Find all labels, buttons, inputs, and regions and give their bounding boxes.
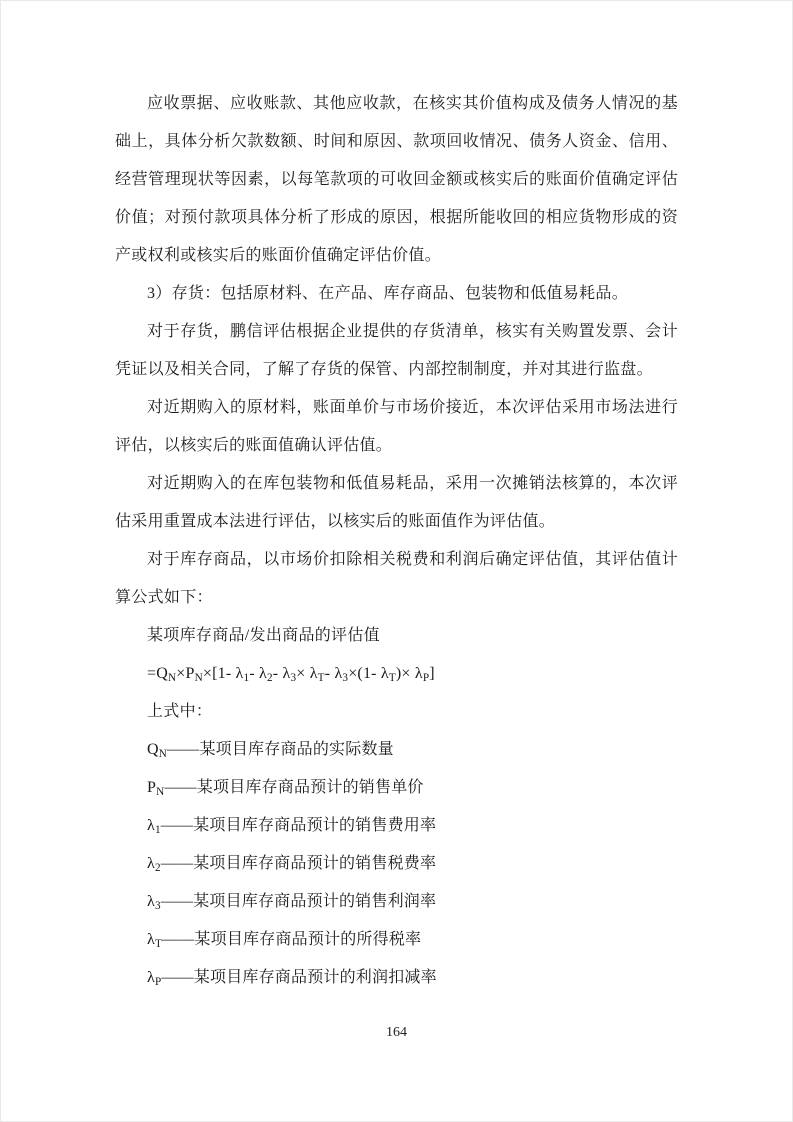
para-packaging-consumables-method: 对近期购入的在库包装物和低值易耗品，采用一次摊销法核算的，本次评估采用重置成本法进行评估，以核实后的账面值作为评估值。 <box>115 475 678 530</box>
symbol-definition-lambdaP: $\lambda_P——$某项目库存商品预计的利润扣减率 <box>147 969 437 988</box>
symbol-definition-lambda2: $\lambda_2——$某项目库存商品预计的销售税费率 <box>147 855 437 874</box>
formula-line: $=Q_N\times P_N\times[1-$ $\lambda_1-$ $\lambda_2-$ $\lambda_3\times \lambda_T-$ $\lambda_3\times(1-$ $\lambda_T)\times \lambda_P$] <box>147 665 435 684</box>
para-receivables-valuation: 应收票据、应收账款、其他应收款，在核实其价值构成及债务人情况的基础上，具体分析欠款数额、时间和原因、款项回收情况、债务人资金、信用、经营管理现状等因素，以每笔款项的可收回金额或核实后的账面价值确定评估价值；对预付款项具体分析了形成的原因，根据所能收回的相应货物形成的资产或权利或核实后的账面价值确定评估价值。 <box>115 95 678 264</box>
para-raw-materials-method: 对近期购入的原材料，账面单价与市场价接近，本次评估采用市场法进行评估，以核实后的账面值确认评估值。 <box>115 399 678 454</box>
formula-title: 某项库存商品/发出商品的评估值 <box>147 627 380 644</box>
symbol-definition-lambdaT: $\lambda_T——$某项目库存商品预计的所得税率 <box>147 931 422 950</box>
para-inventory-scope: 3）存货：包括原材料、在产品、库存商品、包装物和低值易耗品。 <box>147 285 629 302</box>
symbol-definition-qn: $Q_N——$某项目库存商品的实际数量 <box>147 741 394 760</box>
page-number: 164 <box>386 1025 407 1040</box>
formula-intro: 上式中： <box>147 703 213 720</box>
symbol-definition-lambda3: $\lambda_3——$某项目库存商品预计的销售利润率 <box>147 893 437 912</box>
para-finished-goods-method: 对于库存商品，以市场价扣除相关税费和利润后确定评估值，其评估值计算公式如下： <box>115 551 678 606</box>
page-footer <box>1 1023 792 1043</box>
para-inventory-verification: 对于存货，鹏信评估根据企业提供的存货清单，核实有关购置发票、会计凭证以及相关合同，了解了存货的保管、内部控制制度，并对其进行监盘。 <box>115 323 678 378</box>
symbol-definition-pn: $P_N——$某项目库存商品预计的销售单价 <box>147 779 424 798</box>
symbol-definition-lambda1: $\lambda_1——$某项目库存商品预计的销售费用率 <box>147 817 437 836</box>
document-body <box>1 1 792 997</box>
